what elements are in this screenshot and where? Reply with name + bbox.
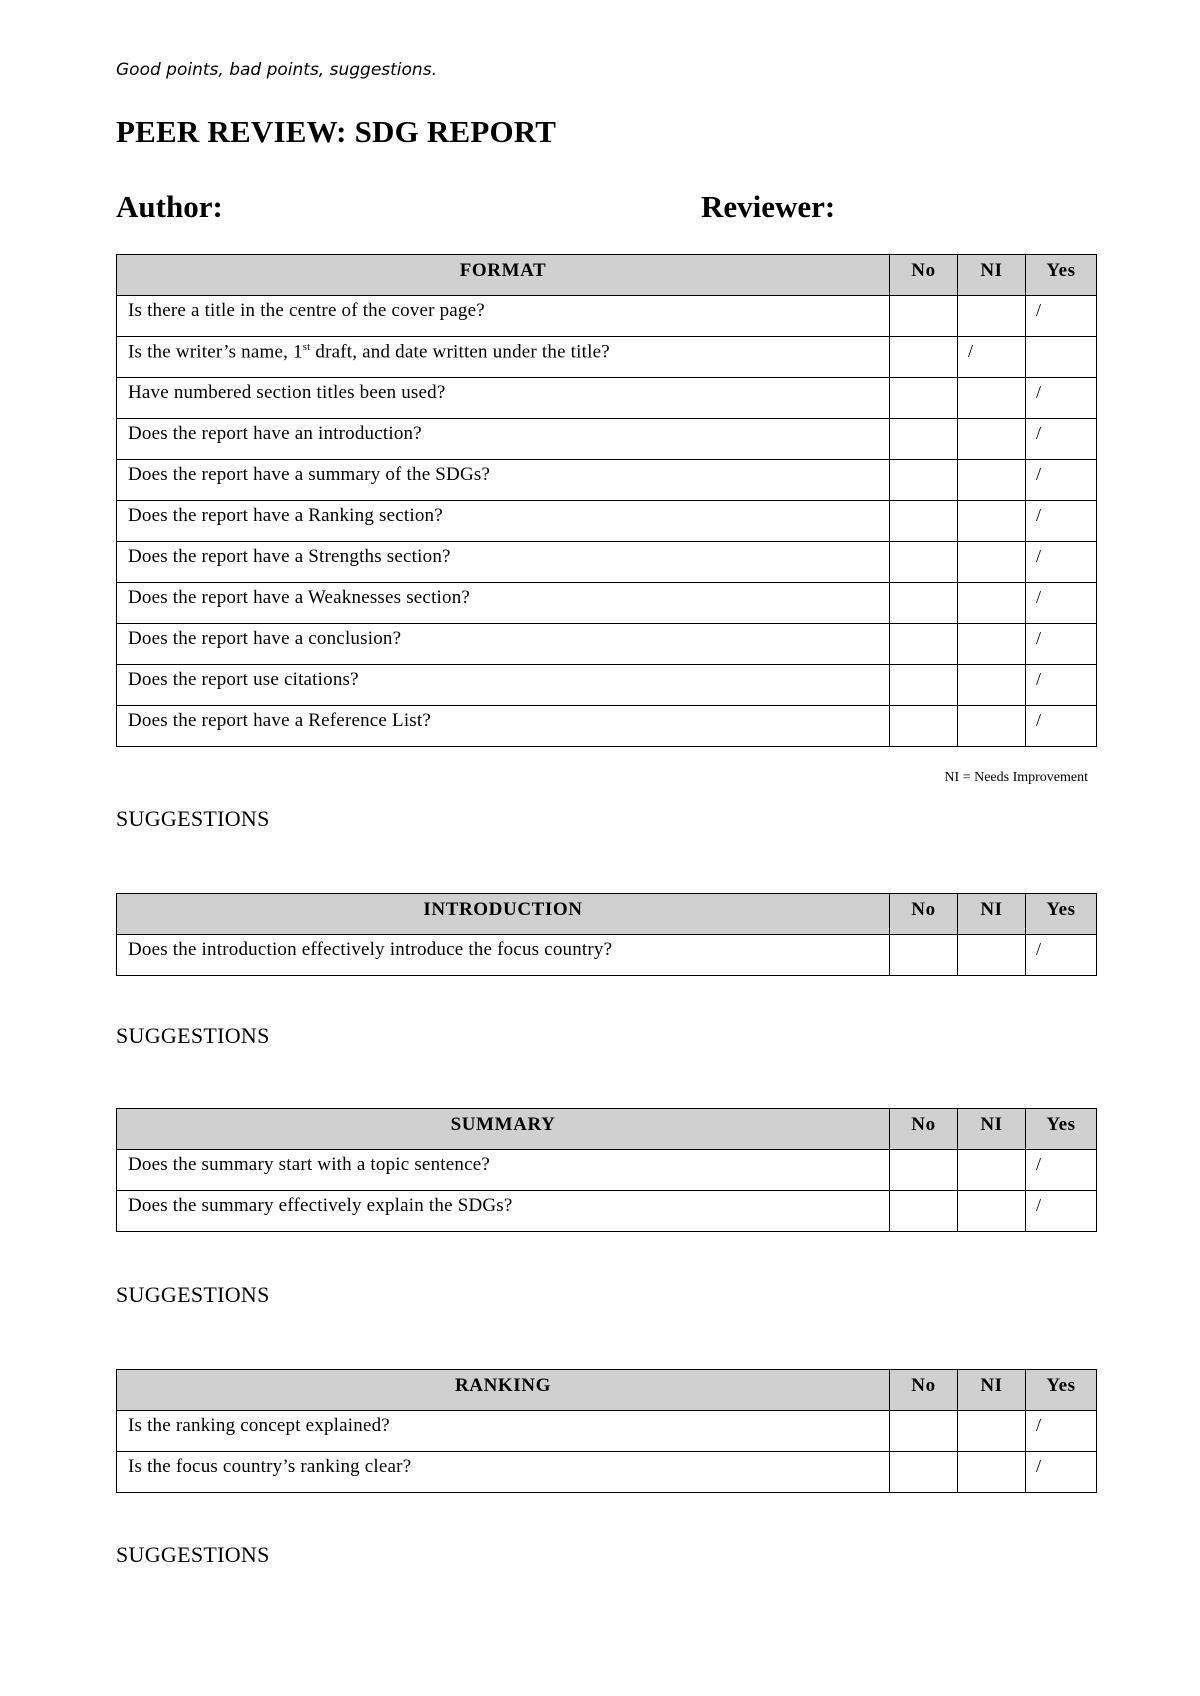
answer-yes[interactable]: / — [1026, 935, 1097, 976]
table-row — [117, 419, 1097, 460]
answer-no[interactable] — [890, 624, 958, 665]
ni-legend-note: NI = Needs Improvement — [944, 770, 1088, 785]
answer-yes[interactable]: / — [1026, 706, 1097, 747]
answer-yes[interactable]: / — [1026, 1452, 1097, 1493]
summary-suggestions-label: SUGGESTIONS — [116, 1282, 270, 1307]
question-part: draft, and date written under the title? — [310, 341, 610, 363]
question: Does the report have a summary of the SDGs? — [117, 460, 890, 501]
table-row — [117, 337, 1097, 378]
answer-ni[interactable] — [958, 1150, 1026, 1191]
table-row — [117, 501, 1097, 542]
answer-ni[interactable] — [958, 501, 1026, 542]
answer-yes[interactable]: / — [1026, 1191, 1097, 1232]
answer-ni[interactable] — [958, 1452, 1026, 1493]
col-yes: Yes — [1026, 894, 1097, 935]
format-heading: FORMAT — [117, 255, 890, 296]
answer-yes[interactable]: / — [1026, 624, 1097, 665]
summary-table — [116, 1108, 1097, 1232]
answer-ni[interactable] — [958, 542, 1026, 583]
subtitle: Good points, bad points, suggestions. — [116, 60, 437, 80]
table-header-row — [117, 1109, 1097, 1150]
format-table — [116, 254, 1097, 747]
answer-yes[interactable] — [1026, 337, 1097, 378]
question: Have numbered section titles been used? — [117, 378, 890, 419]
table-row — [117, 542, 1097, 583]
answer-no[interactable] — [890, 706, 958, 747]
table-row — [117, 1452, 1097, 1493]
answer-no[interactable] — [890, 337, 958, 378]
answer-yes[interactable]: / — [1026, 583, 1097, 624]
answer-ni[interactable] — [958, 624, 1026, 665]
table-header-row — [117, 894, 1097, 935]
col-no: No — [890, 255, 958, 296]
answer-yes[interactable]: / — [1026, 501, 1097, 542]
question-part: Is the writer’s name, 1 — [128, 341, 303, 363]
table-row — [117, 1191, 1097, 1232]
answer-yes[interactable]: / — [1026, 665, 1097, 706]
answer-ni[interactable] — [958, 583, 1026, 624]
answer-ni[interactable] — [958, 706, 1026, 747]
answer-no[interactable] — [890, 501, 958, 542]
table-row — [117, 935, 1097, 976]
ranking-heading: RANKING — [117, 1370, 890, 1411]
table-row — [117, 460, 1097, 501]
answer-no[interactable] — [890, 419, 958, 460]
table-row — [117, 665, 1097, 706]
col-no: No — [890, 894, 958, 935]
answer-ni[interactable] — [958, 419, 1026, 460]
table-row — [117, 583, 1097, 624]
reviewer-label: Reviewer: — [701, 189, 836, 224]
question: Does the report have an introduction? — [117, 419, 890, 460]
answer-yes[interactable]: / — [1026, 378, 1097, 419]
ranking-table — [116, 1369, 1097, 1493]
introduction-heading: INTRODUCTION — [117, 894, 890, 935]
introduction-table — [116, 893, 1097, 976]
answer-no[interactable] — [890, 935, 958, 976]
format-suggestions-label: SUGGESTIONS — [116, 806, 270, 831]
answer-yes[interactable]: / — [1026, 1411, 1097, 1452]
answer-no[interactable] — [890, 665, 958, 706]
answer-yes[interactable]: / — [1026, 1150, 1097, 1191]
answer-no[interactable] — [890, 1411, 958, 1452]
superscript: st — [302, 341, 311, 353]
col-ni: NI — [958, 255, 1026, 296]
col-ni: NI — [958, 1370, 1026, 1411]
answer-yes[interactable]: / — [1026, 460, 1097, 501]
answer-ni[interactable] — [958, 1191, 1026, 1232]
introduction-suggestions-label: SUGGESTIONS — [116, 1023, 270, 1048]
question: Does the report have a Strengths section? — [117, 542, 890, 583]
question: Does the summary start with a topic sentence? — [117, 1150, 890, 1191]
col-ni: NI — [958, 894, 1026, 935]
question: Does the introduction effectively introduce the focus country? — [117, 935, 890, 976]
col-no: No — [890, 1370, 958, 1411]
col-yes: Yes — [1026, 1109, 1097, 1150]
question: Is there a title in the centre of the cover page? — [117, 296, 890, 337]
table-row — [117, 706, 1097, 747]
answer-ni[interactable] — [958, 296, 1026, 337]
question: Does the report use citations? — [117, 665, 890, 706]
question: Does the summary effectively explain the SDGs? — [117, 1191, 890, 1232]
question: Does the report have a Weaknesses section? — [117, 583, 890, 624]
answer-ni[interactable]: / — [958, 337, 1026, 378]
ranking-suggestions-label: SUGGESTIONS — [116, 1542, 270, 1567]
author-label: Author: — [116, 189, 223, 224]
answer-ni[interactable] — [958, 665, 1026, 706]
question: Does the report have a conclusion? — [117, 624, 890, 665]
answer-no[interactable] — [890, 1452, 958, 1493]
page-title: PEER REVIEW: SDG REPORT — [116, 114, 557, 149]
question: Does the report have a Reference List? — [117, 706, 890, 747]
question: Is the ranking concept explained? — [117, 1411, 890, 1452]
answer-yes[interactable]: / — [1026, 419, 1097, 460]
question — [117, 337, 890, 378]
table-row — [117, 378, 1097, 419]
table-row — [117, 296, 1097, 337]
summary-heading: SUMMARY — [117, 1109, 890, 1150]
answer-ni[interactable] — [958, 460, 1026, 501]
col-no: No — [890, 1109, 958, 1150]
answer-no[interactable] — [890, 296, 958, 337]
answer-no[interactable] — [890, 460, 958, 501]
answer-yes[interactable]: / — [1026, 542, 1097, 583]
answer-ni[interactable] — [958, 935, 1026, 976]
table-row — [117, 1411, 1097, 1452]
answer-no[interactable] — [890, 583, 958, 624]
answer-no[interactable] — [890, 1150, 958, 1191]
col-yes: Yes — [1026, 255, 1097, 296]
answer-yes[interactable]: / — [1026, 296, 1097, 337]
col-ni: NI — [958, 1109, 1026, 1150]
table-header-row — [117, 1370, 1097, 1411]
answer-no[interactable] — [890, 1191, 958, 1232]
table-row — [117, 1150, 1097, 1191]
col-yes: Yes — [1026, 1370, 1097, 1411]
answer-ni[interactable] — [958, 1411, 1026, 1452]
answer-ni[interactable] — [958, 378, 1026, 419]
table-row — [117, 624, 1097, 665]
table-header-row — [117, 255, 1097, 296]
question: Does the report have a Ranking section? — [117, 501, 890, 542]
answer-no[interactable] — [890, 378, 958, 419]
question: Is the focus country’s ranking clear? — [117, 1452, 890, 1493]
answer-no[interactable] — [890, 542, 958, 583]
